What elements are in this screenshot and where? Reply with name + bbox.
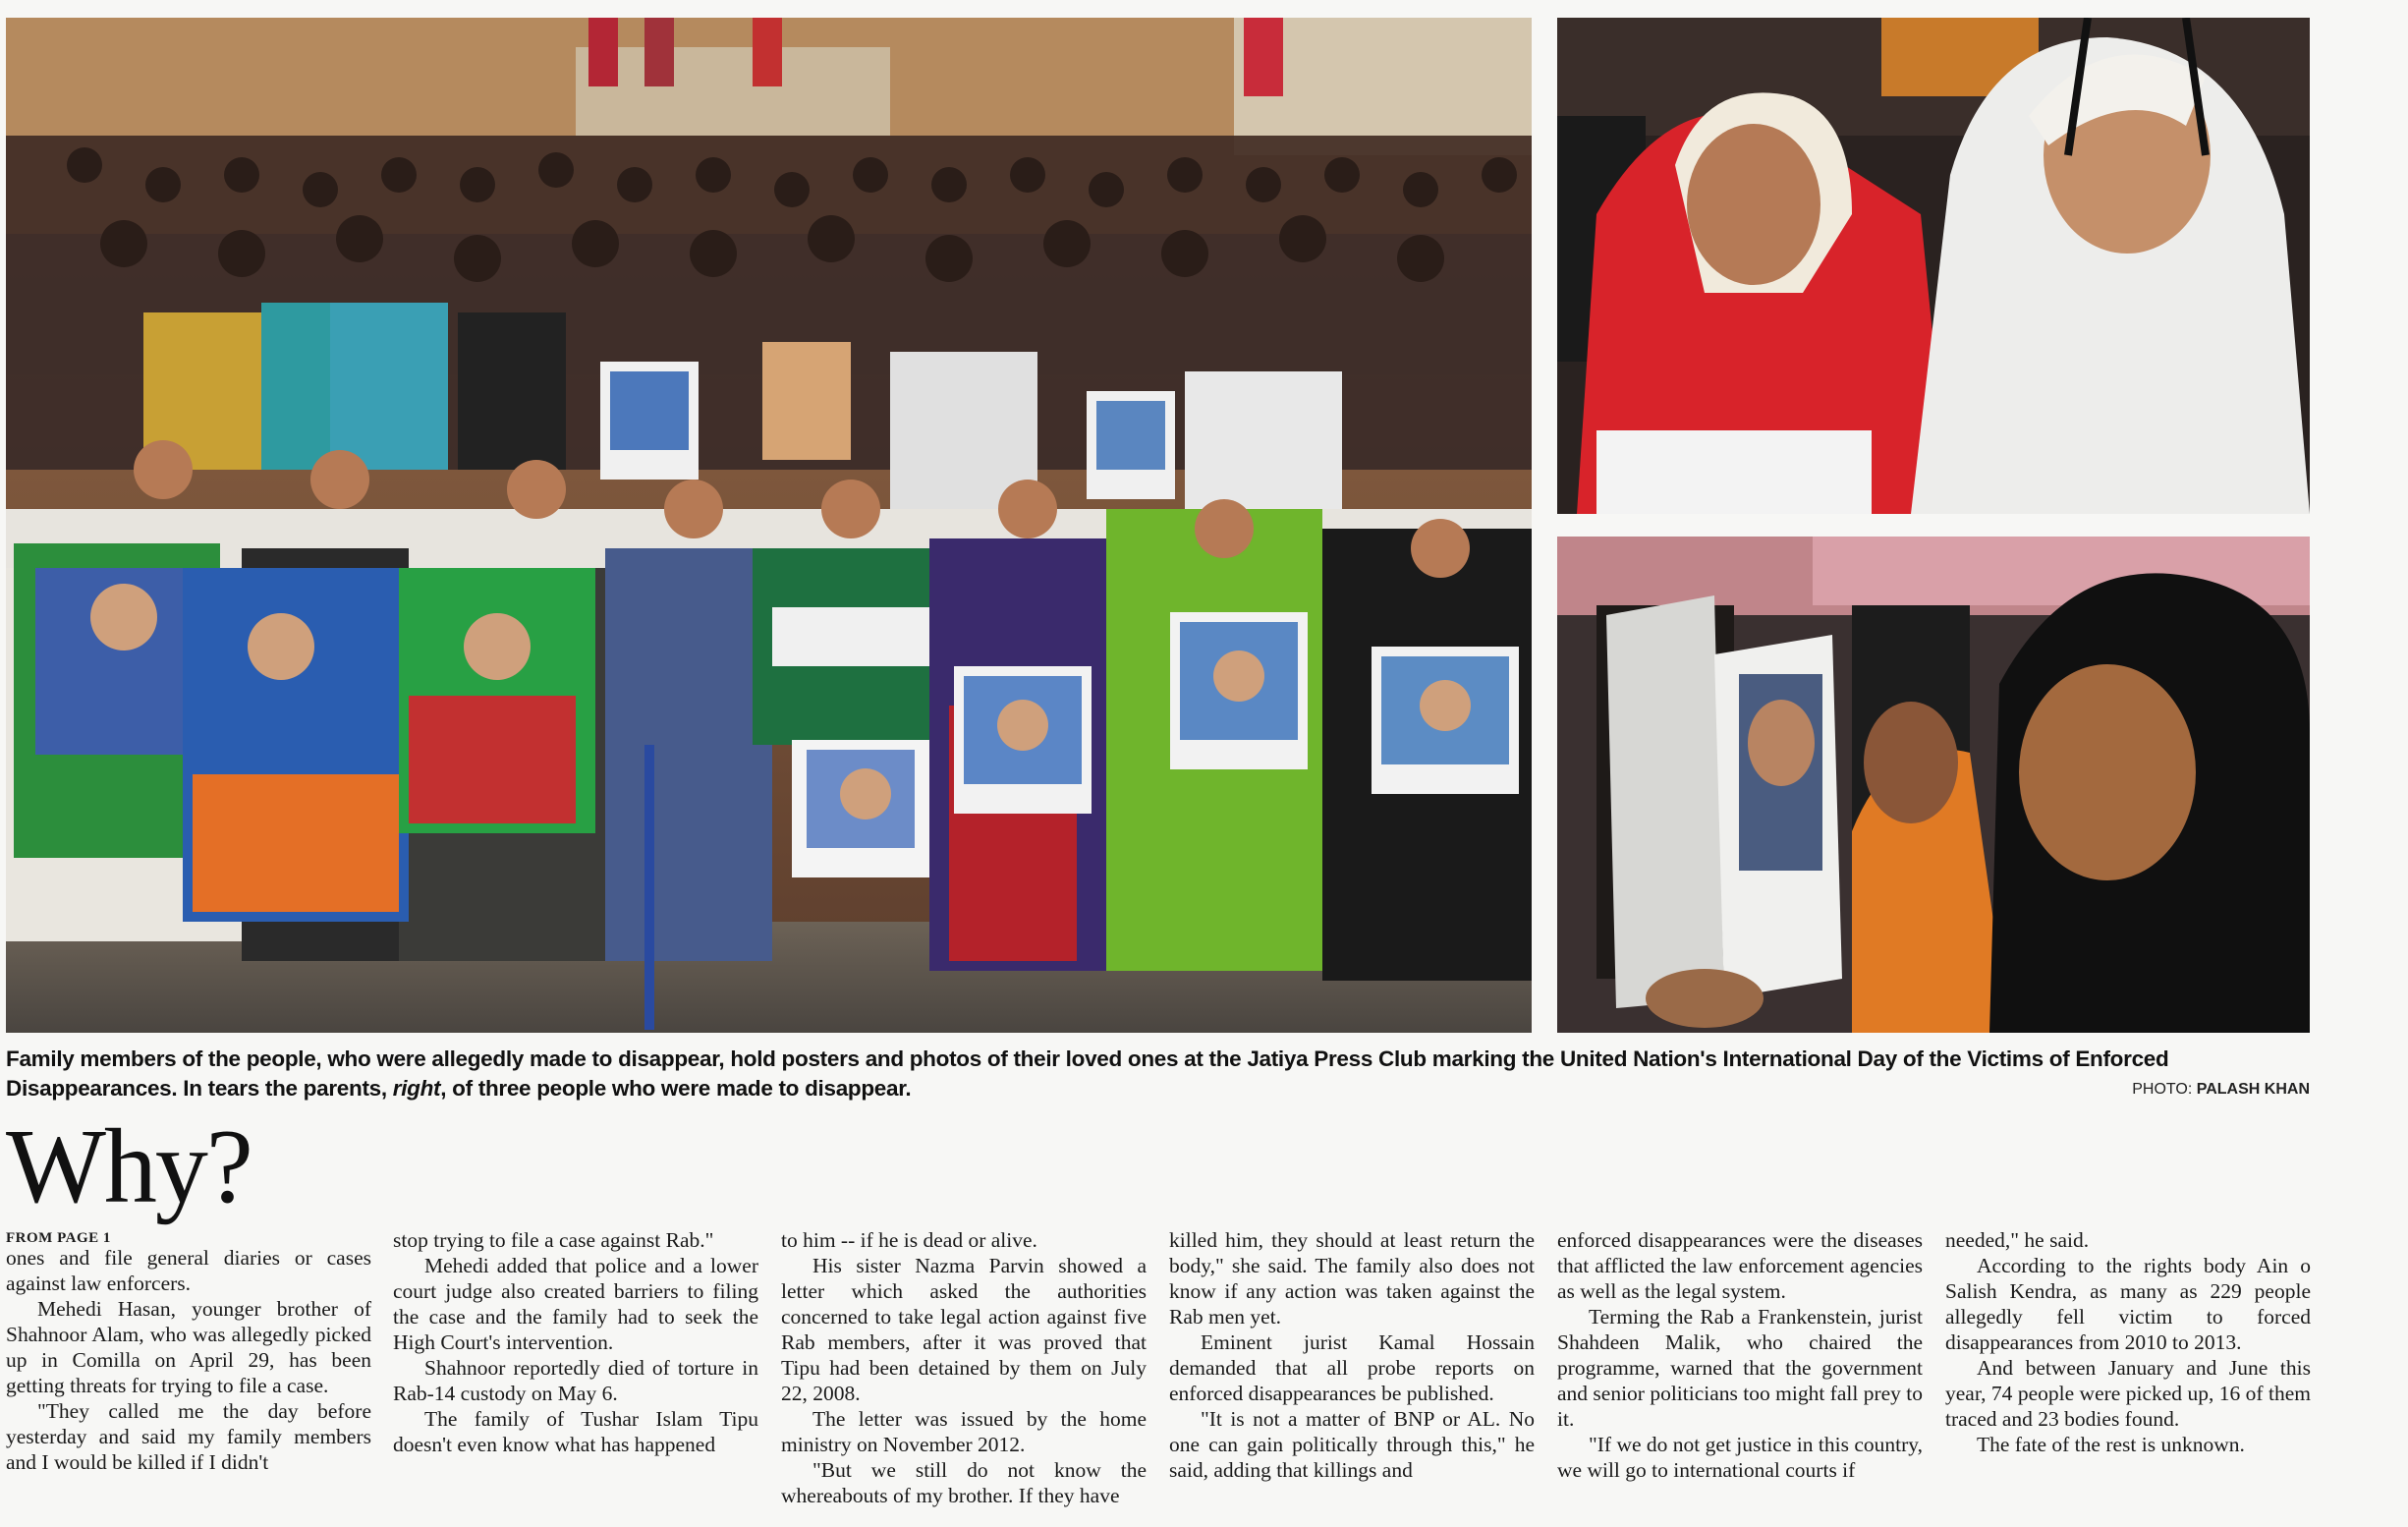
paragraph: needed," he said. (1945, 1228, 2090, 1252)
paragraph: stop trying to file a case against Rab." (393, 1228, 714, 1252)
photo-credit (2132, 1081, 2310, 1099)
paragraph: Shahnoor reportedly died of torture in Rab-14 custody on May 6. (393, 1356, 758, 1405)
paragraph: "But we still do not know the whereabouts of my brother. If they have (781, 1458, 1147, 1507)
credit-label: PHOTO: (2132, 1081, 2197, 1098)
article-column-3 (781, 1227, 1147, 1508)
paragraph: According to the rights body Ain o Salish Kendra, as many as 229 people allegedly fell victim to forced disappearances from 2010 to 2013. (1945, 1254, 2311, 1354)
paragraph: The letter was issued by the home ministry on November 2012. (781, 1407, 1147, 1456)
article-column-2 (393, 1227, 758, 1457)
paragraph: to him -- if he is dead or alive. (781, 1228, 1037, 1252)
paragraph: "If we do not get justice in this country, we will go to international courts if (1557, 1433, 1923, 1482)
article-column-4 (1169, 1227, 1535, 1483)
photo-grieving-mothers (1557, 18, 2310, 514)
main-photo-crowd (6, 18, 1532, 1033)
from-page-label: FROM PAGE 1 (6, 1230, 111, 1246)
paragraph: And between January and June this year, 74 people were picked up, 16 of them traced and 23 bodies found. (1945, 1356, 2311, 1431)
paragraph: "It is not a matter of BNP or AL. No one can gain politically through this," he said, adding that killings and (1169, 1407, 1535, 1482)
caption-text-a: Family members of the people, who were allegedly made to disappear, hold posters and photos of their loved ones at the Jatiya Press Club marking the United Nation's International Day of the Victims of Enforced Disappearances. In tears the parents, (6, 1046, 2169, 1101)
photo-caption (6, 1045, 2310, 1103)
paragraph: killed him, they should at least return the body," she said. The family also does not know if any action was taken against the Rab men yet. (1169, 1228, 1535, 1329)
caption-text-b: , of three people who were made to disappear. (440, 1076, 912, 1101)
paragraph: His sister Nazma Parvin showed a letter which asked the authorities concerned to take legal action against five Rab members, after it was proved that Tipu had been detained by them on July 22, 2008. (781, 1254, 1147, 1405)
paragraph: Eminent jurist Kamal Hossain demanded that all probe reports on enforced disappearances be published. (1169, 1330, 1535, 1405)
paragraph: enforced disappearances were the diseases that afflicted the law enforcement agencies as well as the legal system. (1557, 1228, 1923, 1303)
paragraph: Terming the Rab a Frankenstein, jurist Shahdeen Malik, who chaired the programme, warned that the government and senior politicians too might fall prey to it. (1557, 1305, 1923, 1431)
article-column-5 (1557, 1227, 1923, 1483)
article-column-6 (1945, 1227, 2311, 1457)
paragraph: The family of Tushar Islam Tipu doesn't even know what has happened (393, 1407, 758, 1456)
paragraph: Mehedi added that police and a lower court judge also created barriers to filing the case and the family had to seek the High Court's intervention. (393, 1254, 758, 1354)
headline: Why? (6, 1108, 252, 1225)
caption-italic: right (392, 1076, 441, 1101)
photo-women-holding-portraits (1557, 537, 2310, 1033)
paragraph: "They called me the day before yesterday and said my family members and I would be killed if I didn't (6, 1399, 371, 1474)
paragraph: The fate of the rest is unknown. (1977, 1433, 2245, 1456)
paragraph: Mehedi Hasan, younger brother of Shahnoor Alam, who was allegedly picked up in Comilla on April 29, has been getting threats for trying to file a case. (6, 1297, 371, 1397)
credit-name: PALASH KHAN (2196, 1081, 2310, 1098)
paragraph: ones and file general diaries or cases against law enforcers. (6, 1246, 371, 1295)
article-column-1 (6, 1245, 371, 1475)
